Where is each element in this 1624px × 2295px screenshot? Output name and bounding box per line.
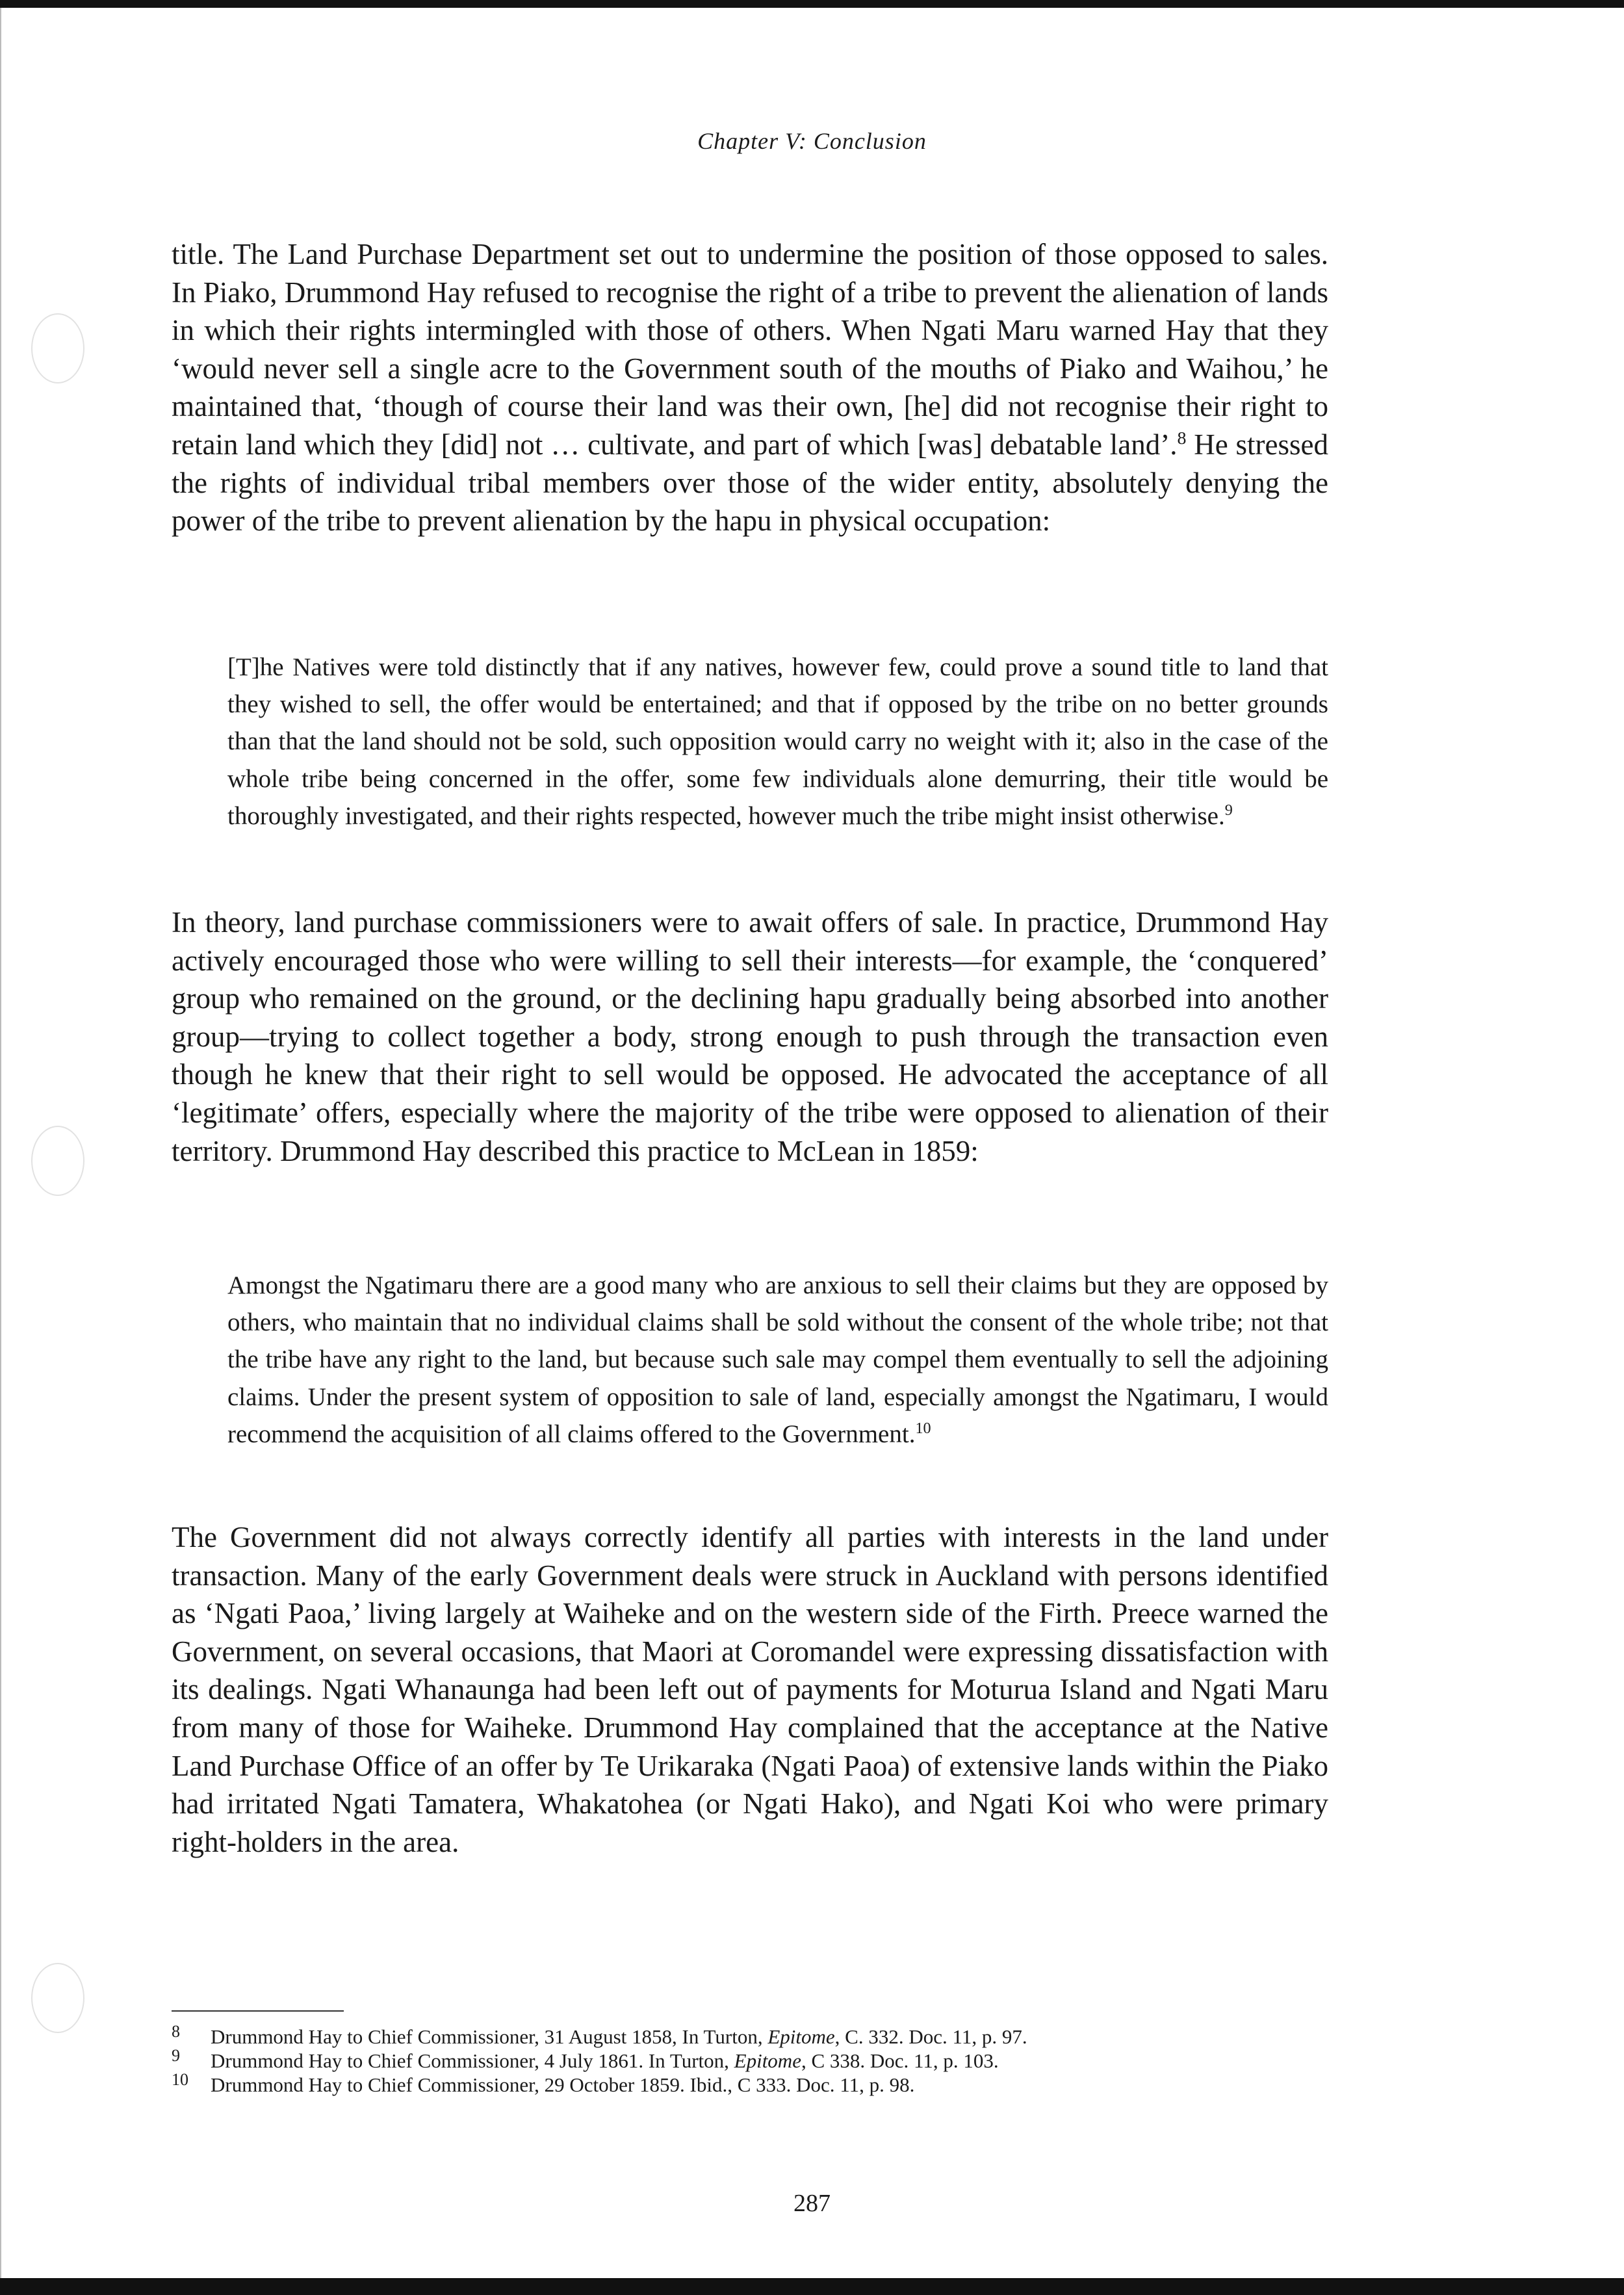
page-number: 287 xyxy=(793,2190,831,2217)
paragraph-text: In theory, land purchase commissioners were to await offers of sale. In practice, Drummond Hay actively encouraged those who were willing to sell their interests—for example, the ‘conquered’ group who remained on the ground, or the declining hapu gradually being absorbed into another group—trying to collect together a body, strong enough to push through the transaction even though he knew that their right to sell would be opposed. He advocated the acceptance of all ‘legitimate’ offers, especially where the majority of the tribe were opposed to alienation of their territory. Drummond Hay described this practice to McLean in 1859: xyxy=(172,906,1328,1167)
paragraph-text: The Government did not always correctly identify all parties with interests in the land under transaction. Many of the early Government deals were struck in Auckland with persons identified as ‘Ngati Paoa,’ living largely at Waiheke and on the western side of the Firth. Preece warned the Government, on several occasions, that Maori at Coromandel were expressing dissatisfaction with its dealings. Ngati Whanaunga had been left out of payments for Moturua Island and Ngati Maru from many of those for Waiheke. Drummond Hay complained that the acceptance at the Native Land Purchase Office of an offer by Te Urikaraka (Ngati Paoa) of extensive lands within the Piako had irritated Ngati Tamatera, Whakatohea (or Ngati Hako), and Ngati Koi who were primary right-holders in the area. xyxy=(172,1521,1328,1858)
paragraph-text: He stressed the rights of individual tribal members over those of the wider entity, absolutely denying the power of the tribe to prevent alienation by the hapu in physical occupation: xyxy=(172,428,1328,538)
footnote-title: Epitome xyxy=(734,2049,801,2072)
bottom-edge-rule xyxy=(0,2278,1624,2295)
punch-hole-mark xyxy=(31,1963,84,2033)
punch-hole-mark xyxy=(31,1126,84,1196)
footnote-ref[interactable]: 9 xyxy=(1224,801,1233,819)
punch-hole-mark xyxy=(31,313,84,383)
block-quote xyxy=(227,649,1328,835)
running-head: Chapter V: Conclusion xyxy=(697,128,927,154)
footnote-number: 9 xyxy=(172,2046,180,2065)
footnote-text: Drummond Hay to Chief Commissioner, 4 July 1861. In Turton, Epitome, C 338. Doc. 11, p. 103. xyxy=(211,2049,999,2072)
block-quote xyxy=(227,1267,1328,1453)
footnote-text: Drummond Hay to Chief Commissioner, 31 August 1858, In Turton, Epitome, C. 332. Doc. 11, p. 97. xyxy=(211,2025,1027,2048)
footnote-number: 8 xyxy=(172,2022,180,2041)
footnote-number: 10 xyxy=(172,2070,188,2089)
footnote-divider xyxy=(172,2010,344,2012)
quote-text: Amongst the Ngatimaru there are a good many who are anxious to sell their claims but they are opposed by others, who maintain that no individual claims shall be sold without the consent of the whole tribe; not that the tribe have any right to the land, but because such sale may compel them eventually to sell the adjoining claims. Under the present system of opposition to sale of land, especially amongst the Ngatimaru, I would recommend the acquisition of all claims offered to the Government. xyxy=(227,1271,1328,1448)
footnote-text: Drummond Hay to Chief Commissioner, 29 October 1859. Ibid., C 333. Doc. 11, p. 98. xyxy=(211,2073,915,2096)
page-left-edge xyxy=(0,8,1,2278)
paragraph-text: title. The Land Purchase Department set out to undermine the position of those opposed to sales. In Piako, Drummond Hay refused to recognise the right of a tribe to prevent the alienation of lands in which their rights intermingled with those of others. When Ngati Maru warned Hay that they ‘would never sell a single acre to the Government south of the mouths of Piako and Waihou,’ he maintained that, ‘though of course their land was their own, [he] did not recognise their right to retain land which they [did] not … cultivate, and part of which [was] debatable land’. xyxy=(172,238,1328,461)
paragraph xyxy=(172,235,1328,540)
footnote-title: Epitome xyxy=(767,2025,835,2048)
footnote-ref[interactable]: 8 xyxy=(1177,428,1187,448)
top-edge-rule xyxy=(0,0,1624,8)
paragraph xyxy=(172,903,1328,1170)
quote-text: [T]he Natives were told distinctly that if any natives, however few, could prove a sound title to land that they wished to sell, the offer would be entertained; and that if opposed by the tribe on no better grounds than that the land should not be sold, such opposition would carry no weight with it; also in the case of the whole tribe being concerned in the offer, some few individuals alone demurring, their title would be thoroughly investigated, and their rights respected, however much the tribe might insist otherwise. xyxy=(227,653,1328,830)
paragraph xyxy=(172,1518,1328,1861)
footnote-ref[interactable]: 10 xyxy=(915,1419,931,1437)
